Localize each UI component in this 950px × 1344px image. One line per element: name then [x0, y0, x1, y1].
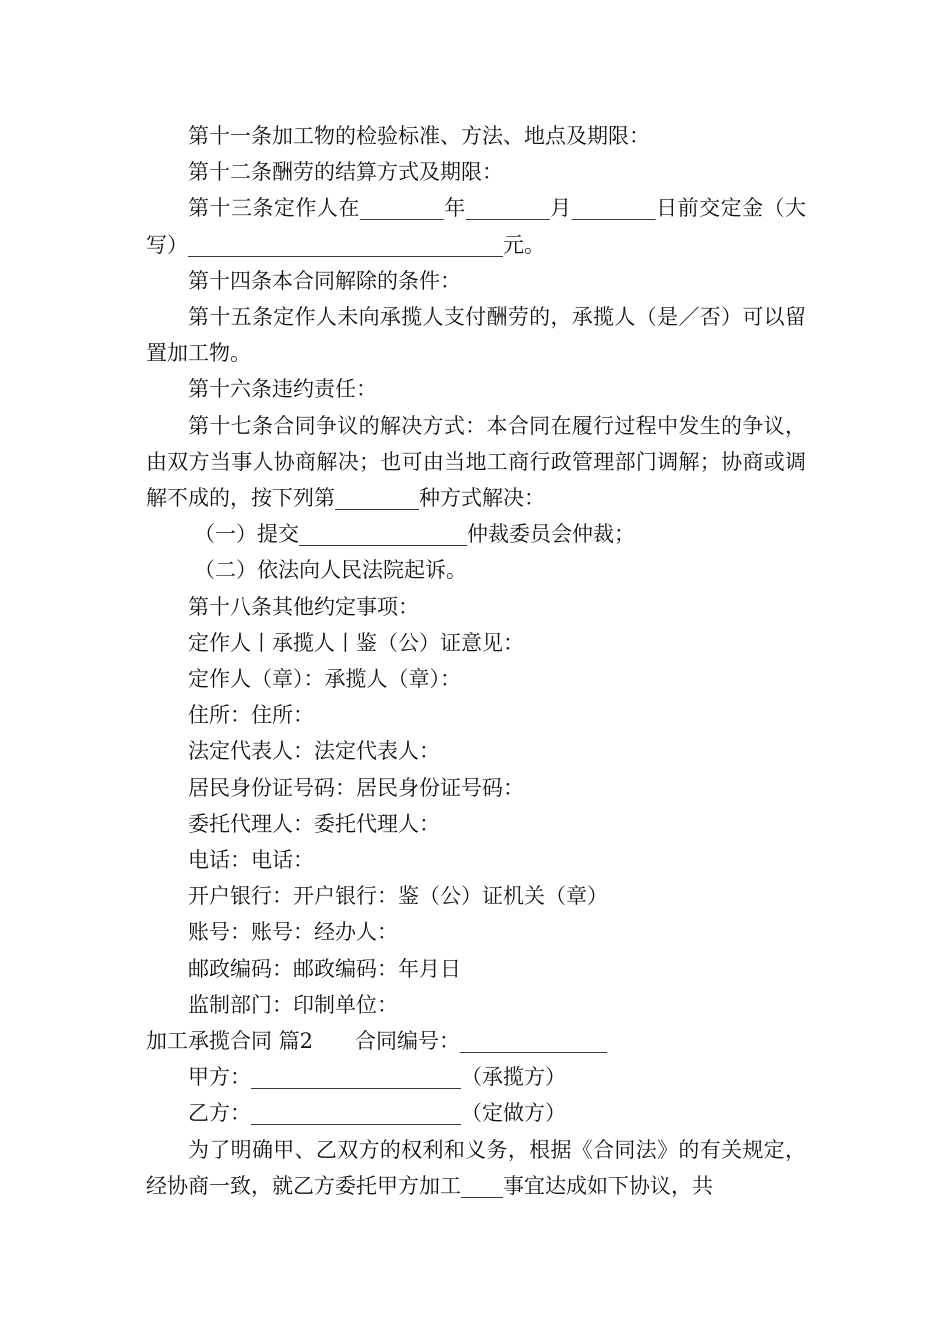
paragraph: 监制部门：印制单位： — [188, 992, 398, 1017]
paragraph: 第十五条定作人未向承揽人支付酬劳的，承揽人（是／否）可以留置加工物。 — [146, 305, 806, 366]
paragraph: 开户银行：开户银行：鉴（公）证机关（章） — [188, 884, 608, 909]
document-body — [146, 118, 806, 1204]
paragraph: 甲方：____________________（承揽方） — [188, 1065, 566, 1090]
paragraph: 第十四条本合同解除的条件： — [188, 268, 461, 293]
paragraph: （一）提交________________仲裁委员会仲裁； — [194, 522, 635, 547]
paragraph: 定作人（章）：承揽人（章）： — [188, 667, 461, 692]
paragraph: 第十一条加工物的检验标准、方法、地点及期限： — [188, 124, 650, 148]
paragraph: 委托代理人：委托代理人： — [188, 811, 440, 836]
paragraph: 第十六条违约责任： — [188, 377, 377, 402]
paragraph: 第十三条定作人在________年________月________日前交定金（大写）______________________________元。 — [146, 196, 806, 257]
paragraph: 定作人丨承揽人丨鉴（公）证意见： — [188, 630, 524, 655]
paragraph: 居民身份证号码：居民身份证号码： — [188, 775, 524, 800]
paragraph: 邮政编码：邮政编码：年月日 — [188, 956, 461, 981]
paragraph: 住所：住所： — [188, 703, 314, 728]
paragraph: 加工承揽合同 篇2 合同编号：______________ — [146, 1029, 608, 1054]
paragraph: 账号：账号：经办人： — [188, 920, 398, 945]
paragraph: 乙方：____________________（定做方） — [188, 1101, 566, 1126]
paragraph: 电话：电话： — [188, 848, 314, 873]
paragraph: 第十二条酬劳的结算方式及期限： — [188, 160, 503, 185]
paragraph: 为了明确甲、乙双方的权利和义务，根据《合同法》的有关规定，经协商一致，就乙方委托甲方加工____事宜达成如下协议，共 — [146, 1137, 806, 1198]
paragraph: （二）依法向人民法院起诉。 — [194, 558, 467, 583]
paragraph: 第十七条合同争议的解决方式：本合同在履行过程中发生的争议，由双方当事人协商解决；也可由当地工商行政管理部门调解；协商或调解不成的，按下列第________种方式解决： — [146, 413, 806, 511]
paragraph: 第十八条其他约定事项： — [188, 594, 419, 619]
paragraph: 法定代表人：法定代表人： — [188, 739, 440, 764]
